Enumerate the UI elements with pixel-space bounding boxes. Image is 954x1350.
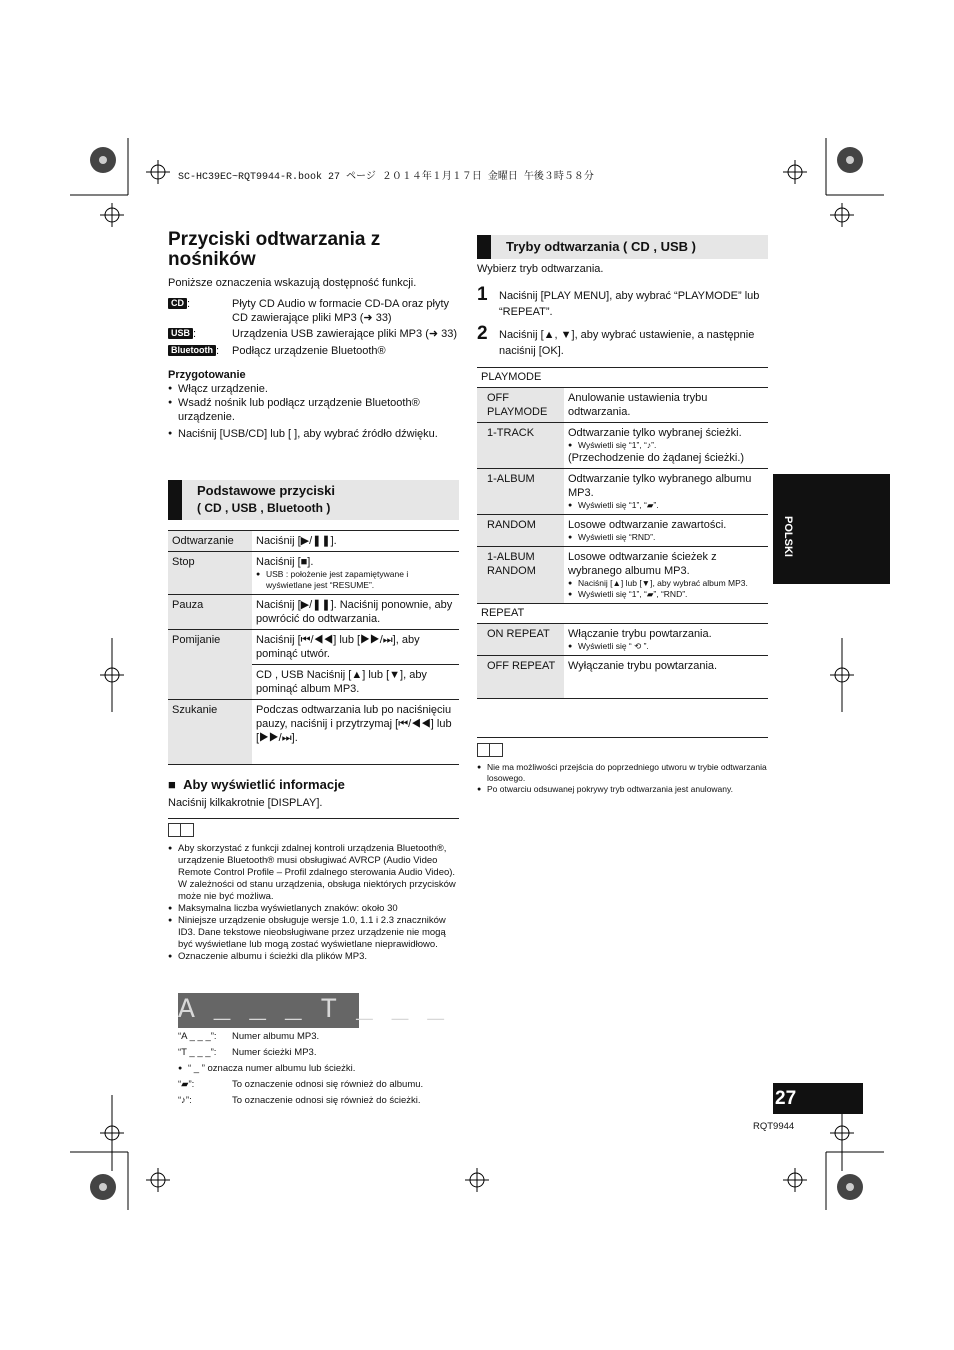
- page-title: Przyciski odtwarzania z nośników: [168, 229, 381, 270]
- table-row: OFF REPEAT Wyłączanie trybu powtarzania.: [477, 656, 768, 699]
- language-tab: [773, 474, 890, 584]
- legend-item: “♪”: To oznaczenie odnosi się również do ścieżki.: [178, 1095, 421, 1106]
- notes-block: [168, 818, 459, 963]
- legend-item: “▰”: To oznaczenie odnosi się również do albumu.: [178, 1079, 424, 1090]
- note-icon: [477, 743, 503, 757]
- prep-item: ● Włącz urządzenie.: [168, 382, 459, 396]
- note-item: ● Po otwarciu odsuwanej pokrywy tryb odtwarzania jest anulowany.: [477, 784, 768, 795]
- section-marker: [477, 235, 491, 259]
- table-row: Odtwarzanie Naciśnij [▶/❚❚].: [168, 531, 459, 552]
- availability-list: [168, 297, 459, 358]
- section-subtitle: ( CD , USB , Bluetooth ): [197, 501, 331, 515]
- display-title: ■ Aby wyświetlić informacje: [168, 777, 345, 792]
- cd-badge: CD: [168, 298, 187, 309]
- availability-item: CD : Płyty CD Audio w formacie CD-DA oraz płyty CD zawierające pliki MP3 (➜ 33): [168, 297, 459, 325]
- table-row: Pomijanie Naciśnij [⏮/◀◀] lub [▶▶/⏭], aby pominąć utwór.: [168, 630, 459, 665]
- table-row: ON REPEAT Włączanie trybu powtarzania. ● Wyświetli się “ ⟲ ”.: [477, 624, 768, 656]
- step: 1 Naciśnij [PLAY MENU], aby wybrać “PLAYMODE” lub “REPEAT”.: [477, 284, 760, 318]
- table-row: OFF PLAYMODE Anulowanie ustawienia trybu odtwarzania.: [477, 388, 768, 423]
- steps: [477, 285, 768, 359]
- section-header-playmode: [477, 235, 768, 259]
- intro-text: Poniższe oznaczenia wskazują dostępność funkcji.: [168, 277, 417, 289]
- bluetooth-badge: Bluetooth: [168, 345, 216, 356]
- availability-item: USB : Urządzenia USB zawierające pliki MP3 (➜ 33): [168, 327, 459, 341]
- prep-item: ● Naciśnij [USB/CD] lub [ ], aby wybrać źródło dźwięku.: [168, 427, 459, 441]
- note-item: ● Niniejsze urządzenie obsługuje wersje 1.0, 1.1 i 2.3 znaczników ID3. Dane tekstowe nieobsługiwane przez urządzenie nie mogą być wyświetlane lub mogą zostać wyświetlane nieprawidłowo.: [168, 915, 459, 951]
- usb-badge: USB: [168, 328, 193, 339]
- left-column: [168, 230, 459, 441]
- right-notes: [477, 737, 768, 795]
- section-title: Podstawowe przyciski: [197, 483, 335, 498]
- table-row: Stop Naciśnij [■]. ● USB : położenie jest zapamiętywane i wyświetlane jest “RESUME”.: [168, 552, 459, 595]
- doc-code: RQT9944: [753, 1121, 795, 1132]
- table-row: RANDOM Losowe odtwarzanie zawartości. ● Wyświetli się “RND”.: [477, 515, 768, 547]
- prep-item: ● Wsadź nośnik lub podłącz urządzenie Bluetooth® urządzenie.: [168, 396, 459, 424]
- table-row: 1-TRACK Odtwarzanie tylko wybranej ścieżki. ● Wyświetli się “1”, “♪”. (Przechodzenie do żądanej ścieżki.): [477, 423, 768, 469]
- page-number: 27: [773, 1083, 863, 1114]
- lcd-display: A _ _ _ T _ _ _: [178, 995, 446, 1026]
- note-item: ● Maksymalna liczba wyświetlanych znaków: około 30: [168, 903, 459, 915]
- display-info-section: [168, 777, 459, 963]
- table-row: 1-ALBUM RANDOM Losowe odtwarzanie ścieżek z wybranego albumu MP3. ● Naciśnij [▲] lub [▼], aby wybrać album MP3. ● Wyświetli się “1”, “▰”, “RND”.: [477, 547, 768, 604]
- table-row: Pauza Naciśnij [▶/❚❚]. Naciśnij ponownie, aby powrócić do odtwarzania.: [168, 595, 459, 630]
- playmode-intro: Wybierz tryb odtwarzania.: [477, 263, 604, 275]
- table-header-row: REPEAT: [477, 604, 768, 624]
- legend-item: “A _ _ _”: Numer albumu MP3.: [178, 1031, 320, 1042]
- legend-item: “T _ _ _”: Numer ścieżki MP3.: [178, 1047, 317, 1058]
- lcd-legend: [178, 1031, 468, 1107]
- step: 2 Naciśnij [▲, ▼], aby wybrać ustawienie, a następnie naciśnij [OK].: [477, 323, 755, 357]
- table-header-row: PLAYMODE: [477, 368, 768, 388]
- note-item: ● Oznaczenie albumu i ścieżki dla plików MP3.: [168, 951, 459, 963]
- availability-item: Bluetooth : Podłącz urządzenie Bluetooth®: [168, 344, 459, 358]
- section-header-basic: [168, 480, 459, 520]
- note-item: ● Aby skorzystać z funkcji zdalnej kontroli urządzenia Bluetooth®, urządzenie Bluetooth® musi obsługiwać AVRCP (Audio Video Remote Control Profile – Profil zdalnego sterowania Audio Video). W zależności od stanu urządzenia, obsługa niektórych przycisków może nie być możliwa.: [168, 843, 459, 903]
- note-item: ● Nie ma możliwości przejścia do poprzedniego utworu w trybie odtwarzania losowego.: [477, 762, 768, 784]
- section-marker: [168, 480, 182, 520]
- playmode-table: [477, 367, 768, 699]
- section-title: Tryby odtwarzania ( CD , USB ): [506, 239, 696, 254]
- prep-title: Przygotowanie: [168, 369, 246, 381]
- language-tab-label: POLSKI: [782, 516, 794, 557]
- header-line: SC-HC39EC~RQT9944-R.book 27 ページ ２０１４年１月１７日 金曜日 午後３時５８分: [178, 172, 594, 183]
- display-text: Naciśnij kilkakrotnie [DISPLAY].: [168, 797, 323, 809]
- note-icon: [168, 823, 194, 837]
- legend-item: ● “ _ ” oznacza numer albumu lub ścieżki.: [178, 1063, 468, 1075]
- table-row: CD , USB Naciśnij [▲] lub [▼], aby pominąć album MP3.: [168, 665, 459, 700]
- basic-buttons-table: [168, 530, 459, 765]
- table-row: Szukanie Podczas odtwarzania lub po naciśnięciu pauzy, naciśnij i przytrzymaj [⏮/◀◀] lub [▶▶/⏭].: [168, 700, 459, 765]
- table-row: 1-ALBUM Odtwarzanie tylko wybranego albumu MP3. ● Wyświetli się “1”, “▰”.: [477, 469, 768, 515]
